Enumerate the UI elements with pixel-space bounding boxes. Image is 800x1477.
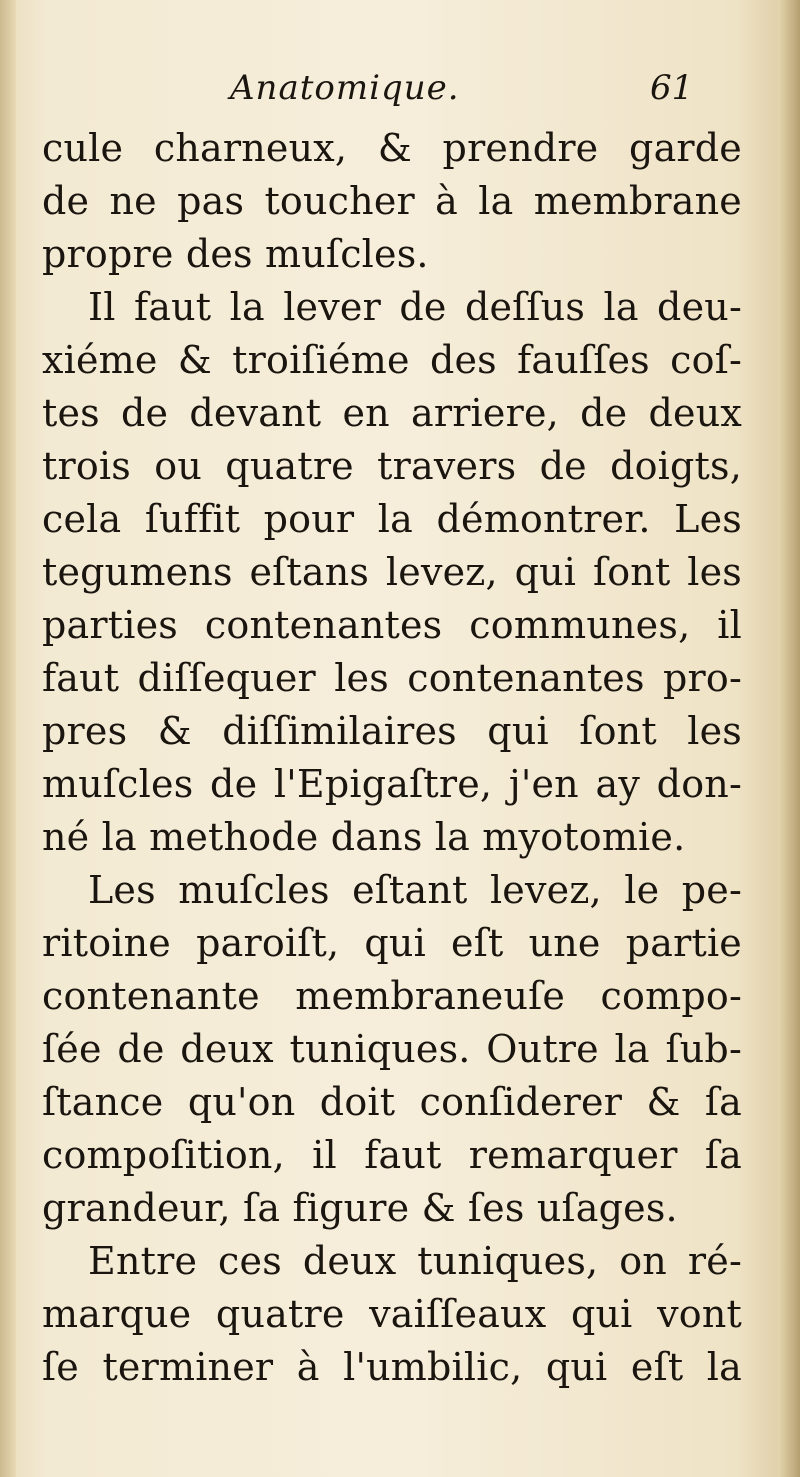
body-text xyxy=(42,122,742,1394)
text-line: tes de devant en arriere, de deux xyxy=(42,391,742,435)
running-head xyxy=(0,66,800,110)
text-line: de ne pas toucher à la membrane xyxy=(42,179,742,223)
running-head-title: Anatomique. xyxy=(230,68,460,108)
text-line: grandeur, ſa figure & ſes uſages. xyxy=(42,1186,678,1230)
text-line: ritoine paroiſt, qui eſt une partie xyxy=(42,921,742,965)
text-line: cela ſuffit pour la démontrer. Les xyxy=(42,497,742,541)
text-line: pres & diſſimilaires qui ſont les xyxy=(42,709,742,753)
text-line: ſtance qu'on doit conſiderer & ſa xyxy=(42,1080,742,1124)
text-line: muſcles de l'Epigaſtre, j'en ay don- xyxy=(42,762,742,806)
text-line: tegumens eſtans levez, qui ſont les xyxy=(42,550,742,594)
text-line: trois ou quatre travers de doigts, xyxy=(42,444,742,488)
text-line: marque quatre vaiſſeaux qui vont xyxy=(42,1292,742,1336)
paragraph-start-line: Il faut la lever de deſſus la deu- xyxy=(88,285,742,329)
text-line: parties contenantes communes, il xyxy=(42,603,742,647)
paragraph-start-line: Entre ces deux tuniques, on ré- xyxy=(88,1239,742,1283)
page-number: 61 xyxy=(650,68,694,108)
text-line: contenante membraneuſe compo- xyxy=(42,974,742,1018)
text-line: xiéme & troiſiéme des fauſſes coſ- xyxy=(42,338,742,382)
text-line: faut diſſequer les contenantes pro- xyxy=(42,656,742,700)
text-line: ſée de deux tuniques. Outre la ſub- xyxy=(42,1027,742,1071)
text-line: ſe terminer à l'umbilic, qui eſt la xyxy=(42,1345,742,1389)
text-line: né la methode dans la myotomie. xyxy=(42,815,686,859)
paragraph-start-line: Les muſcles eſtant levez, le pe- xyxy=(88,868,742,912)
text-line: cule charneux, & prendre garde xyxy=(42,126,742,170)
text-line: compoſition, il faut remarquer ſa xyxy=(42,1133,742,1177)
text-line: propre des muſcles. xyxy=(42,232,429,276)
